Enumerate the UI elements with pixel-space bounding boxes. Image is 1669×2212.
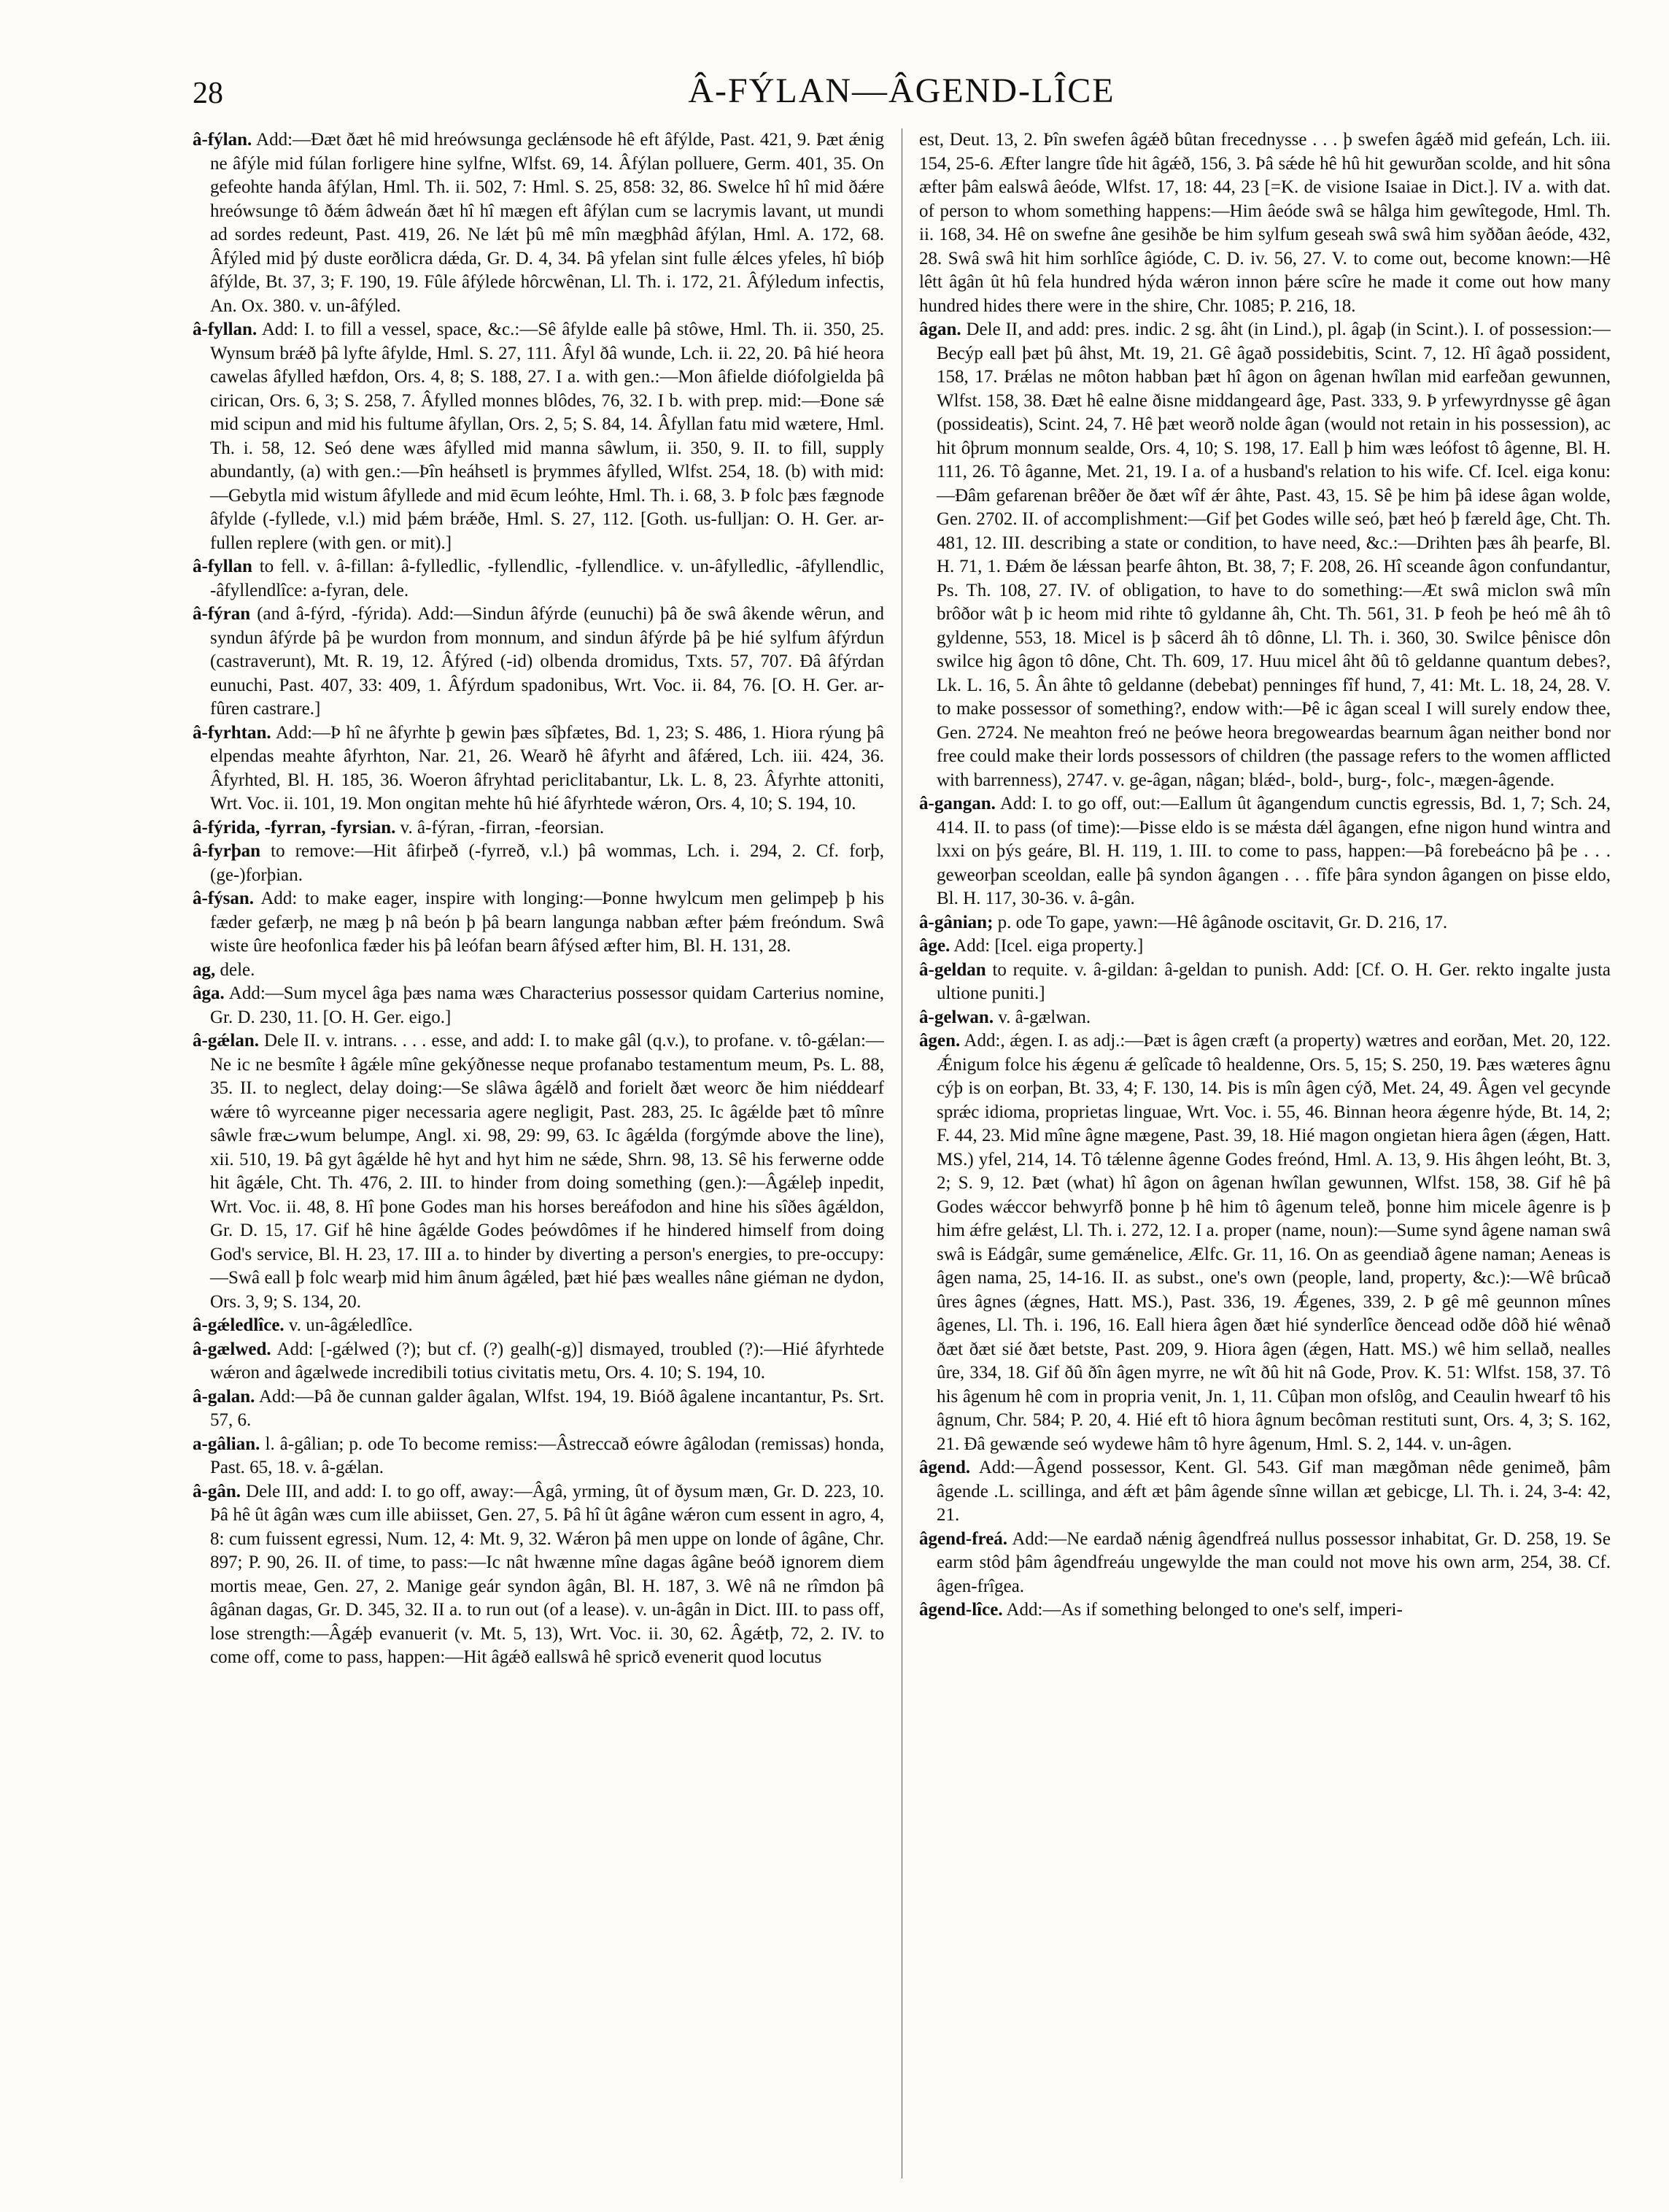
entry-headword: â-fyrþan <box>193 841 261 861</box>
entry-text: Add:—Ne eardað nǽnig âgendfreá nullus possessor inhabitat, Gr. D. 258, 19. Se earm stôd þâm âgendfreáu ungewylde the man could not move his own arm, 254, 38. Cf. âgen-frîgea. <box>937 1528 1611 1596</box>
entry-text: Add:—Âgend possessor, Kent. Gl. 543. Gif man mægðman nêde genimeð, þâm âgende .L. scillinga, and ǽft æt þâm âgende sînne willan æt gebicge, Ll. Th. i. 24, 3-4: 42, 21. <box>937 1458 1611 1525</box>
dictionary-entry <box>193 603 884 722</box>
entry-headword: âge. <box>919 936 950 956</box>
dictionary-entry <box>919 792 1611 911</box>
entry-headword: â-geldan <box>919 959 986 980</box>
entry-text: Add:—As if something belonged to one's self, imperi- <box>1006 1600 1403 1620</box>
entry-headword: â-fyllan. <box>193 320 257 339</box>
entry-headword: âgan. <box>919 320 961 339</box>
page-header <box>193 71 1611 115</box>
entry-text: Add:—Sum mycel âga þæs nama wæs Characterius possessor quidam Carterius nomine, Gr. D. 230, 11. [O. H. Ger. eigo.] <box>210 983 884 1027</box>
dictionary-entry <box>919 1456 1611 1528</box>
entry-text: Add:—Þ hî ne âfyrhte þ gewin þæs sîþfætes, Bd. 1, 23; S. 486, 1. Hiora rýung þâ elpendas meahte âfyrhton, Nar. 21, 26. Wearð hê âfyrht and âfǽred, Lch. iii. 424, 36. Âfyrhted, Bl. H. 185, 36. Woeron âfryhtad periclitabantur, Lk. L. 8, 23. Âfyrhte attoniti, Wrt. Voc. ii. 101, 19. Mon ongitan mehte hû hié âfyrhtede wǽron, Ors. 4, 10; S. 194, 10. <box>210 722 884 813</box>
entry-headword: â-gelwan. <box>919 1007 994 1027</box>
dictionary-entry <box>193 555 884 603</box>
entry-text: Add: [Icel. eiga property.] <box>953 936 1144 956</box>
entry-text: v. un-âgǽledlîce. <box>288 1315 413 1335</box>
dictionary-entry <box>919 318 1611 792</box>
entry-headword: â-gangan. <box>919 794 996 813</box>
entry-text: Dele II, and add: pres. indic. 2 sg. âht (in Lind.), pl. âgaþ (in Scint.). I. of possession:—Becýp eall þæt þû âhst, Mt. 19, 21. Gê âgað possidebitis, Scint. 7, 12. Hî âgað possident, 158, 17. Þrǽlas ne môton habban þæt hî âgon on âgenan hwîlan mid earfeðan gewunnen, Wlfst. 158, 38. Ðæt hê ealne ðisne middangeard âge, Past. 333, 9. Þ yrfewyrdnysse gê âgan (possideatis), Scint. 24, 7. Hê þæt weorð nolde âgan (would not retain in his possession), ac hit ôþrum monnum sealde, Ors. 4, 10; S. 198, 17. Eall þ him wæs leófost tô âgenne, Bl. H. 111, 26. Tô âganne, Met. 21, 19. I a. of a husband's relation to his wife. Cf. Icel. eiga konu:—Ðâm gefarenan brêðer ðe ðæt wîf ǽr âhte, Past. 43, 15. Sê þe him þâ idese âgan wolde, Gen. 2702. II. of accomplishment:—Gif þet Godes wille seó, þæt heó þ færeld âge, Cht. Th. 481, 12. III. describing a state or condition, to have need, &c.:—Drihten þæs âh þearfe, Bl. H. 71, 1. Ðǽm ðe lǽssan þearfe âhton, Bt. 38, 7; F. 208, 26. Hî sceande âgon confundantur, Ps. Th. 108, 27. IV. of obligation, to have to do something:—Æt swâ miclon swâ mîn brôðor wât þ ic heom mid rihte tô gyldanne âh, Cht. Th. 561, 31. Þ feoh þe heó mê âh tô gyldenne, 553, 18. Micel is þ sâcerd âh tô dônne, Ll. Th. i. 360, 30. Swilce þênisce dôn swilce hig âgon tô dône, Cht. Th. 609, 17. Huu micel âht ðû tô geldanne quantum debes?, Lk. L. 16, 5. Ân âhte tô geldanne (debebat) penninges fîf hund, 7, 41: Mt. L. 18, 24, 28. V. to make possessor of something?, endow with:—Þê ic âgan sceal I will surely endow thee, Gen. 2724. Ne meahton freó ne þeówe heora bregoweardas bearnum âgan neither bond nor free could make their lords possessors of children (the passage refers to the women afflicted with barrenness), 2747. v. ge-âgan, nâgan; blǽd-, bold-, burg-, folc-, mægen-âgende. <box>937 320 1611 790</box>
dictionary-entry <box>193 887 884 959</box>
dictionary-entry <box>919 959 1611 1006</box>
dictionary-entry <box>193 982 884 1029</box>
entry-text: l. â-gâlian; p. ode To become remiss:—Âstreccað eówre âgâlodan (remissas) honda, Past. 65, 18. v. â-gǽlan. <box>210 1434 884 1477</box>
dictionary-entry <box>193 1029 884 1314</box>
dictionary-entry <box>919 1598 1611 1623</box>
entry-headword: âgend-freá. <box>919 1528 1008 1549</box>
entry-text: p. ode To gape, yawn:—Hê âgânode oscitavit, Gr. D. 216, 17. <box>997 912 1448 932</box>
text-columns <box>193 128 1611 2186</box>
entry-headword: â-gǽledlîce. <box>193 1315 284 1335</box>
entry-headword: â-fýran <box>193 604 251 624</box>
entry-headword: a-gâlian. <box>193 1434 260 1454</box>
entry-text: to fell. v. â-fillan: â-fylledlic, -fyllendlic, -fyllendlice. v. un-âfylledlic, -âfyllendlic, -âfyllendlîce: a-fyran, dele. <box>210 557 884 600</box>
entry-headword: âga. <box>193 983 225 1003</box>
dictionary-entry <box>193 1385 884 1433</box>
entry-text: Add:—Þâ ðe cunnan galder âgalan, Wlfst. 194, 19. Bióð âgalene incantantur, Ps. Srt. 57, 6. <box>210 1386 884 1430</box>
dictionary-entry <box>193 1433 884 1480</box>
dictionary-entry <box>193 959 884 983</box>
dictionary-entry <box>193 1338 884 1385</box>
dictionary-entry <box>193 1480 884 1670</box>
entry-headword: âgen. <box>919 1031 961 1051</box>
dictionary-entry <box>193 1314 884 1338</box>
entry-text: Add:, ǽgen. I. as adj.:—Þæt is âgen cræft (a property) wætres and eorðan, Met. 20, 122. Ǽnigum folce his ǽgenu ǽ gelîcade tô healdenne, Ors. 5, 15; S. 250, 19. Þæs wæteres âgnu cýþ is on eorþan, Bt. 33, 4; F. 130, 14. Þis is mîn âgen cýð, Met. 24, 49. Âgen vel gecynde sprǽc idioma, proprietas linguae, Wrt. Voc. i. 55, 46. Binnan heora ǽgenre hýde, Bt. 14, 2; F. 44, 23. Mid mîne âgne mægene, Past. 39, 18. Hié magon ongietan hiera âgen (ǽgen, Hatt. MS.) yfel, 214, 14. Tô tǽlenne âgenne Godes freónd, Hml. A. 13, 9. His âhgen leóht, Bt. 3, 2; S. 9, 12. Þæt (what) hî âgon on âgenan hwîlan gewunnen, Wlfst. 158, 38. Gif hê þâ Godes wǽccor behwyrfð þonne þ hê him tô âgenum teleð, þonne him micele âgenre is þ him ǽfre gelǽst, Ll. Th. i. 272, 12. I a. proper (name, noun):—Sume synd âgene naman swâ swâ is Eádgâr, sume gemǽnelice, Ælfc. Gr. 11, 16. On as geendiað âgene naman; Aeneas is âgen nama, 25, 14-16. II. as subst., one's own (people, land, property, &c.):—Wê brûcað ûres âgnes (ǽgnes, Hatt. MS.), Past. 336, 19. Ǽgenes, 339, 2. Þ gê mê geunnon mînes âgenes, Ll. Th. i. 196, 16. Eall hiera âgen ðæt hié synderlîce ðencead odðe dôð hié wênað ðæt ðæt sié ðæt betste, Past. 209, 9. Hiora âgen (ǽgen, Hatt. MS.) wê him sellað, nealles ûre, 334, 18. Gif ðû ðîn âgen myrre, ne wît ðû hit nâ Gode, Prov. K. 51: Wlfst. 158, 37. Tô his âgenum hê com in propria venit, Jn. 1, 11. Cûþan mon ofslôg, and Ceaulin hwearf tô his âgnum, Chr. 584; P. 20, 4. Hié eft tô hiora âgnum becôman restituti sunt, Ors. 4, 3; S. 162, 21. Ðâ gewænde seó wydewe hâm tô hyre âgenum, Hml. S. 2, 144. v. un-âgen. <box>937 1031 1611 1454</box>
entry-text: v. â-gælwan. <box>998 1007 1091 1027</box>
entry-text: Add:—Ðæt ðæt hê mid hreówsunga geclǽnsode hê eft âfýlde, Past. 421, 9. Þæt ǽnig ne âfýle mid fúlan forligere hine sylfne, Wlfst. 69, 14. Âfýlan polluere, Germ. 401, 35. On gefeohte handa âfýlan, Hml. Th. ii. 502, 7: Hml. S. 25, 858: 32, 86. Swelce hî hî mid ðǽre hreówsunge tô ðǽm âdweán ðæt hî hî mægen eft âfýlan cum se lacrymis lavant, ut mundi ad sordes redeunt, Past. 419, 26. Ne lǽt þû mê mîn mægþhâd âfýlan, Hml. A. 172, 68. Âfýled mid þý duste eorðlicra dǽda, Gr. D. 4, 34. Þâ yfelan sint fulle ǽlces yfeles, hî bióþ âfýlde, Bt. 37, 3; F. 190, 19. Fûle âfýlede hôrcwênan, Ll. Th. i. 172, 21. Âfýledum infectis, An. Ox. 380. v. un-âfýled. <box>210 130 884 316</box>
entry-text: Add: I. to go off, out:—Eallum ût âgangendum cunctis egressis, Bd. 1, 7; Sch. 24, 414. II. to pass (of time):—Þisse eldo is se mǽsta dǽl âgangen, efne nigon hund wintra and lxxi on þýs geáre, Bl. H. 119, 1. III. to come to pass, happen:—Þâ forebeácno þâ þe . . . geweorþan sceoldan, ealle þâ syndon âgangen . . . fîfe þâra syndon âgangen on þisse eldo, Bl. H. 117, 30-36. v. â-gân. <box>937 794 1611 908</box>
entry-headword: âgend-lîce. <box>919 1600 1003 1620</box>
dictionary-entry <box>193 816 884 840</box>
dictionary-entry <box>193 840 884 887</box>
entry-text: to remove:—Hit âfirþeð (-fyrreð, v.l.) þâ wommas, Lch. i. 294, 2. Cf. forþ, (ge-)forþian. <box>210 841 884 885</box>
page-number: 28 <box>193 77 223 110</box>
entry-text: Add: I. to fill a vessel, space, &c.:—Sê âfylde ealle þâ stôwe, Hml. Th. ii. 350, 25. Wynsum brǽð þâ lyfte âfylde, Hml. S. 27, 111. Âfyl ðâ wunde, Lch. ii. 22, 20. Þâ hié heora cawelas âfylled hæfdon, Ors. 4, 8; S. 188, 27. I a. with gen.:—Mon âfielde diófolgielda þâ cirican, Ors. 6, 3; S. 258, 7. Âfylled monnes blôdes, 76, 32. I b. with prep. mid:—Ðone sǽ mid scipun and mid his fultume âfyllan, Ors. 2, 5; S. 84, 14. Âfyllan fatu mid wætere, Hml. Th. i. 58, 12. Seó dene wæs âfylled mid manna sâwlum, ii. 350, 9. II. to fill, supply abundantly, (a) with gen.:—Þîn heáhsetl is þrymmes âfylled, Wlfst. 254, 18. (b) with mid:—Gebytla mid wistum âfyllede and mid ēcum leóhte, Hml. Th. i. 68, 3. Þ folc þæs fægnode âfylde (-fyllede, v.l.) mid þǽm brǽðe, Hml. S. 27, 112. [Goth. us-fulljan: O. H. Ger. ar-fullen replere (with gen. or mit).] <box>210 320 884 553</box>
entry-headword: â-gân. <box>193 1481 241 1501</box>
running-head: Â-FÝLAN—ÂGEND-LÎCE <box>688 71 1115 110</box>
dictionary-entry <box>193 128 884 318</box>
dictionary-entry <box>919 1006 1611 1030</box>
entry-text: Dele III, and add: I. to go off, away:—Âgâ, yrming, ût of ðysum mæn, Gr. D. 223, 10. Þâ hê ût âgân wæs cum ille abiisset, Gen. 27, 5. Þâ hî ût âgâne wǽron cum essent in agro, 4, 8: cum fuissent egressi, Num. 12, 4: Mt. 9, 32. Wǽron þâ men uppe on londe of âgâne, Chr. 897; P. 90, 26. II. of time, to pass:—Ic nât hwænne mîne dagas âgâne beóð ignorem diem mortis meae, Gen. 27, 2. Manige geár syndon âgân, Bl. H. 187, 3. Wê nâ ne rîmdon þâ âgânan dagas, Gr. D. 345, 32. II a. to run out (of a lease). v. un-âgân in Dict. III. to pass off, lose strength:—Âgǽþ evanuerit (v. Mt. 5, 13), Wrt. Voc. ii. 30, 62. Âgǽtþ, 72, 2. IV. to come off, come to pass, happen:—Hit âgǽð eallswâ hê spricð evenerit quod locutus <box>210 1481 884 1667</box>
entry-text: dele. <box>220 959 255 980</box>
entry-headword: â-fýlan. <box>193 130 252 150</box>
entry-headword: â-fýsan. <box>193 889 255 908</box>
entry-text: est, Deut. 13, 2. Þîn swefen âgǽð bûtan frecednysse . . . þ swefen âgǽð mid gefeán, Lch. iii. 154, 25-6. Æfter langre tîde hit âgǽð, 156, 3. Þâ sǽde hê hû hit gewurðan scolde, and hit sôna æfter þâm ealswâ âeóde, Wlfst. 17, 18: 44, 23 [=K. de visione Isaiae in Dict.]. IV a. with dat. of person to whom something happens:—Him âeóde swâ se hâlga him gewîtegode, Hml. Th. ii. 168, 34. Hê on swefne âne gesihðe be him sylfum geseah swâ swâ him syððan âeóde, 432, 28. Swâ swâ hit him sorhlîce âgióde, C. D. iv. 56, 27. V. to come out, become known:—Hê lêtt âgân ût hû fela hundred hýda wǽron innon þǽre scîre he made it come out how many hundred hides there were in the shire, Chr. 1085; P. 216, 18. <box>919 130 1611 316</box>
entry-text: (and â-fýrd, -fýrida). Add:—Sindun âfýrde (eunuchi) þâ ðe swâ âkende wêrun, and syndun âfýrde þâ þe wurdon from monnum, and sindun âfýrde þâ þe hié sylfum âfýrdun (castraverunt), Mt. R. 19, 12. Âfýred (-id) olbenda dromidus, Txts. 57, 707. Ðâ âfýrdan eunuchi, Past. 407, 33: 409, 1. Âfýrdum spadonibus, Wrt. Voc. ii. 84, 76. [O. H. Ger. ar-fûren castrare.] <box>210 604 884 719</box>
dictionary-entry <box>193 318 884 555</box>
entry-headword: âgend. <box>919 1458 971 1477</box>
dictionary-entry <box>919 128 1611 318</box>
dictionary-entry <box>919 935 1611 959</box>
entry-headword: â-galan. <box>193 1386 255 1407</box>
entry-headword: ag, <box>193 959 216 980</box>
entry-headword: â-fyllan <box>193 557 252 576</box>
entry-headword: â-fyrhtan. <box>193 722 271 743</box>
right-column <box>919 128 1611 2186</box>
left-column <box>193 128 884 2186</box>
entry-text: v. â-fýran, -firran, -feorsian. <box>400 817 605 838</box>
entry-headword: â-fýrida, -fyrran, -fyrsian. <box>193 817 396 838</box>
entry-headword: â-gælwed. <box>193 1339 271 1359</box>
entry-text: Add: to make eager, inspire with longing:—Þonne hwylcum men gelimpeþ þ his fæder gefærþ, ne mæg þ nâ beón þ þâ bearn langunga nabban æfter þǽm freóndum. Swâ wiste ûre heofonlica fæder his þâ leófan bearn âfýsed æfter him, Bl. H. 131, 28. <box>210 889 884 956</box>
entry-headword: â-gǽlan. <box>193 1031 259 1051</box>
entry-text: to requite. v. â-gildan: â-geldan to punish. Add: [Cf. O. H. Ger. rekto ingalte justa ultione puniti.] <box>937 959 1611 1003</box>
dictionary-entry <box>919 911 1611 935</box>
entry-text: Add: [-gǽlwed (?); but cf. (?) gealh(-g)] dismayed, troubled (?):—Hié âfyrhtede wǽron and âgælwede incredibili totius civitatis metu, Ors. 4. 10; S. 194, 10. <box>210 1339 884 1382</box>
dictionary-entry <box>919 1029 1611 1456</box>
dictionary-entry <box>919 1528 1611 1599</box>
entry-text: Dele II. v. intrans. . . . esse, and add: I. to make gâl (q.v.), to profane. v. tô-gǽlan:—Ne ic ne besmîte ł âgǽle mîne gekýðnesse neque profanabo testamentum meum, Ps. L. 88, 35. II. to neglect, delay doing:—Se slâwa âgǽlð and forielt ðæt weorc ðe him niéddearf wǽre tô wyrceanne piger necessaria agere negligit, Past. 283, 25. Ic âgǽlde þæt tô mînre sâwle fræتwum belumpe, Angl. xi. 98, 29: 99, 63. Ic âgǽlda (forgýmde above the line), xii. 510, 19. Þâ gyt âgǽlde hê hyt and hyt him ne sǽde, Shrn. 98, 13. Sê his ferwerne odde hit âgǽle, Cht. Th. 476, 2. III. to hinder from doing something (gen.):—Âgǽleþ inpedit, Wrt. Voc. ii. 48, 8. Hî þone Godes man his horses bereáfodon and hine his sîðes âgǽldon, Gr. D. 15, 17. Gif hê hine âgǽlde Godes þeówdômes if he hindered himself from doing God's service, Bl. H. 23, 17. III a. to hinder by diverting a person's energies, to pre-occupy:—Swâ eall þ folc wearþ mid him ânum âgǽled, þæt hié þæs wealles nâne giéman ne dydon, Ors. 3, 9; S. 134, 20. <box>210 1031 884 1312</box>
dictionary-entry <box>193 722 884 816</box>
entry-headword: â-gânian; <box>919 912 994 932</box>
